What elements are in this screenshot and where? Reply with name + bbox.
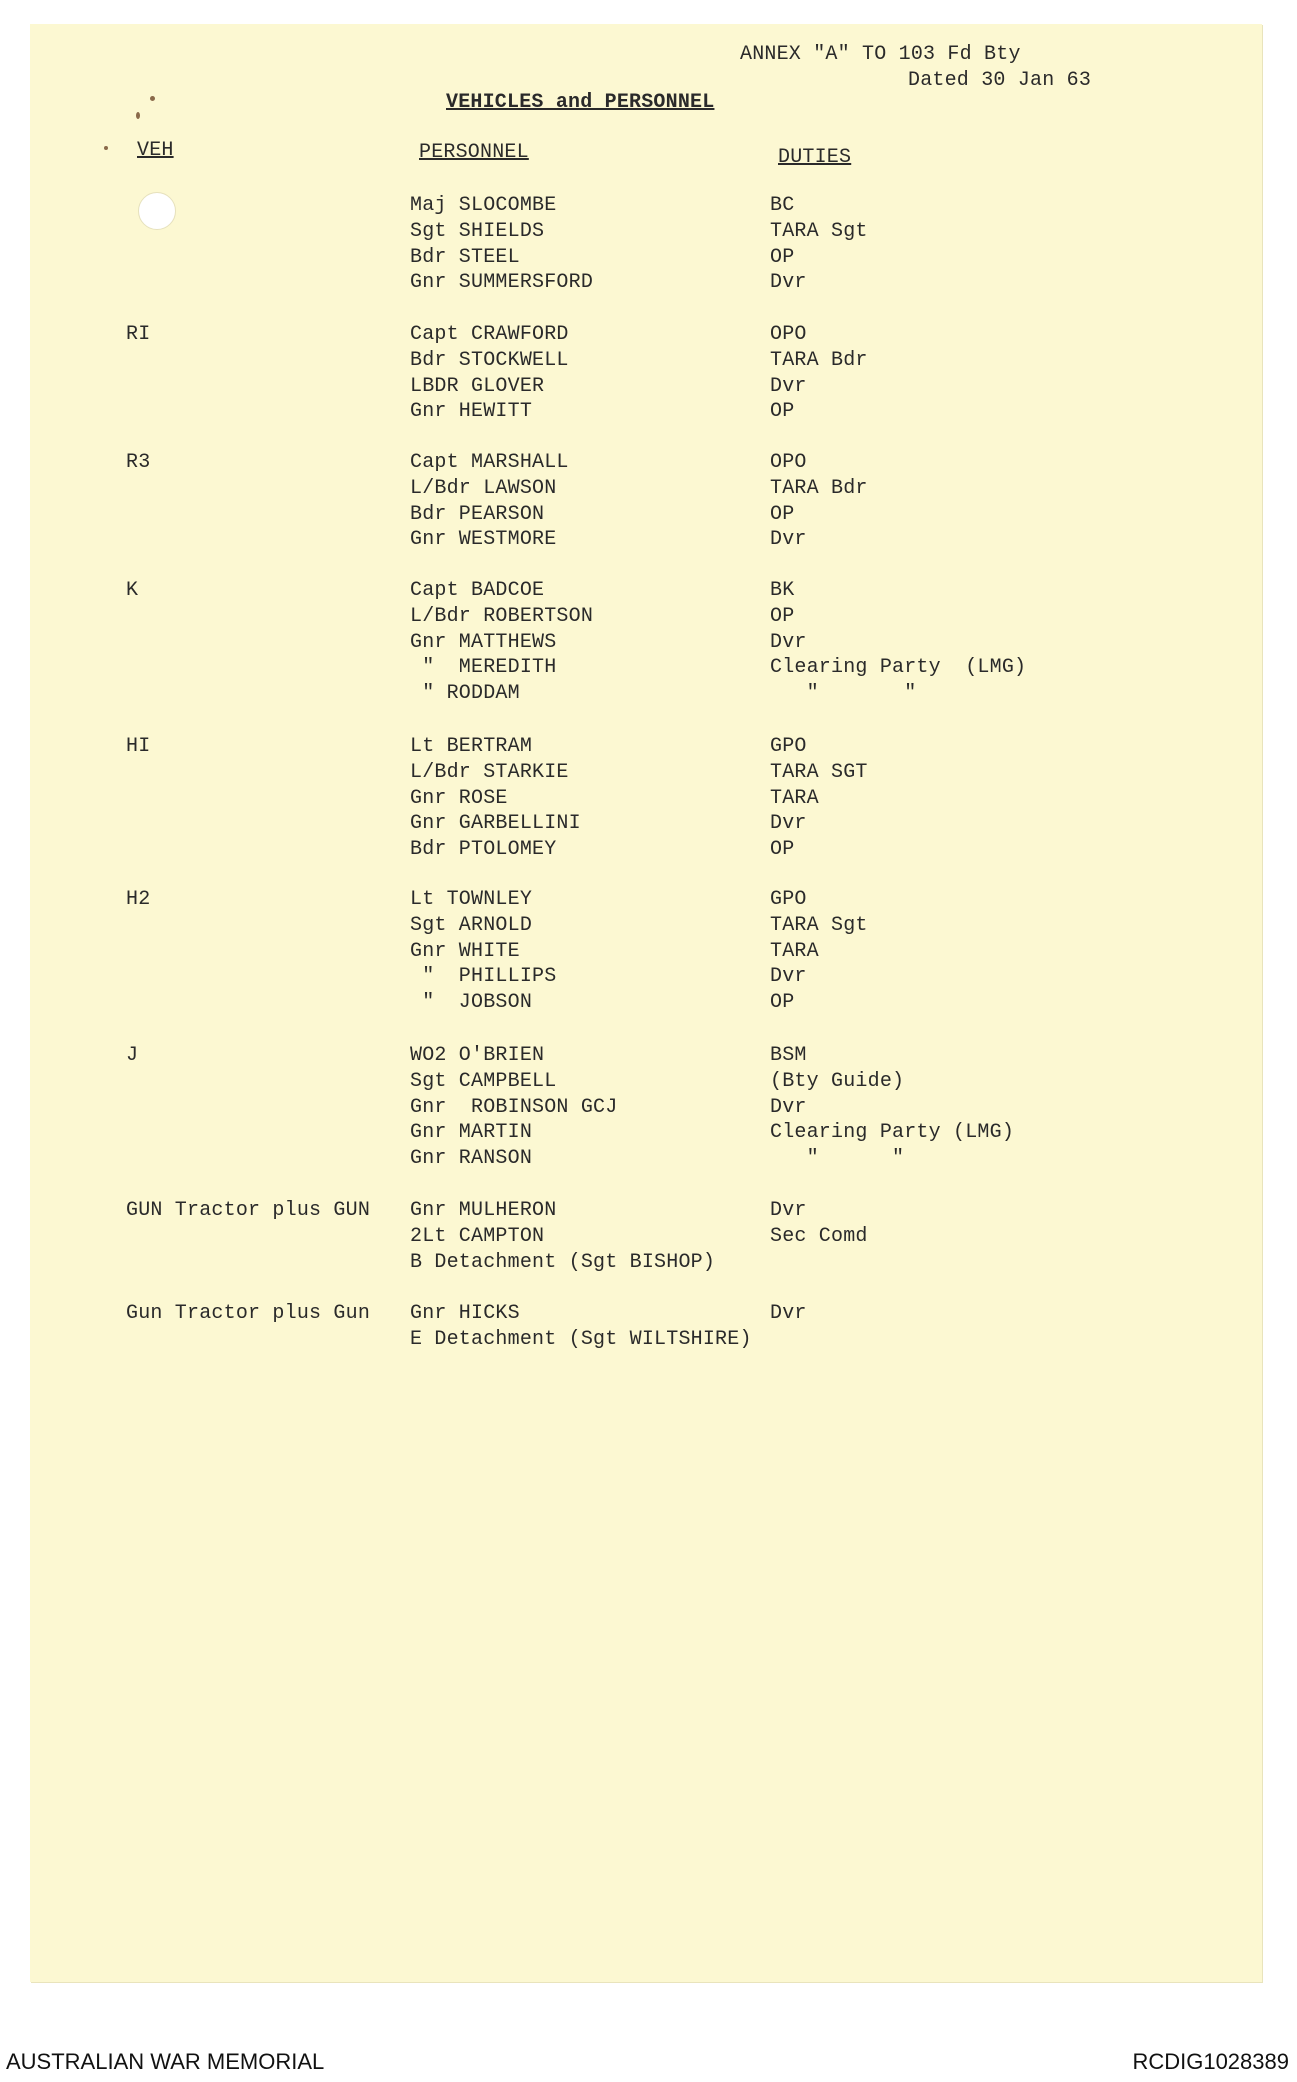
- personnel-entry: Gnr MARTIN: [410, 1121, 533, 1145]
- duty-entry: OP: [770, 838, 795, 862]
- vehicle-id: GUN Tractor plus GUN: [126, 1199, 371, 1222]
- personnel-list: [410, 734, 581, 863]
- personnel-entry: Bdr STEEL: [410, 245, 520, 269]
- duty-entry: BSM: [770, 1044, 807, 1067]
- duties-list: [770, 1198, 868, 1275]
- personnel-entry: Gnr ROSE: [410, 786, 508, 810]
- personnel-entry: Bdr PTOLOMEY: [410, 838, 557, 862]
- annex-line: ANNEX "A" TO 103 Fd Bty: [740, 43, 1021, 66]
- duty-entry: OP: [770, 245, 795, 269]
- column-header-veh: VEH: [137, 139, 174, 162]
- personnel-list: [410, 1301, 752, 1353]
- personnel-entry: WO2 O'BRIEN: [410, 1044, 545, 1067]
- duty-entry: Dvr: [770, 1302, 807, 1325]
- personnel-entry: Lt TOWNLEY: [410, 888, 533, 911]
- vehicle-id: RI: [126, 323, 151, 346]
- duty-entry: (Bty Guide): [770, 1069, 905, 1093]
- duty-entry: Dvr: [770, 1095, 807, 1119]
- duty-entry: TARA Sgt: [770, 219, 868, 243]
- personnel-list: [410, 1043, 617, 1172]
- personnel-entry: Gnr HEWITT: [410, 400, 533, 424]
- vehicle-id: Gun Tractor plus Gun: [126, 1302, 371, 1325]
- document-title: VEHICLES and PERSONNEL: [446, 91, 715, 114]
- personnel-entry: " JOBSON: [410, 991, 533, 1015]
- paper-speck: [104, 146, 108, 150]
- duties-list: [770, 450, 868, 553]
- duty-entry: OP: [770, 604, 795, 628]
- duties-list: [770, 887, 868, 1016]
- personnel-entry: LBDR GLOVER: [410, 374, 545, 398]
- personnel-entry: L/Bdr ROBERTSON: [410, 604, 594, 628]
- duty-entry: BC: [770, 194, 795, 217]
- personnel-list: [410, 322, 569, 425]
- duty-entry: TARA: [770, 786, 819, 810]
- personnel-entry: Gnr MULHERON: [410, 1199, 557, 1222]
- duties-list: [770, 578, 1026, 707]
- duty-entry: OPO: [770, 451, 807, 474]
- duty-entry: Clearing Party (LMG): [770, 656, 1027, 680]
- personnel-list: [410, 887, 556, 1016]
- personnel-entry: Bdr STOCKWELL: [410, 348, 569, 372]
- duty-entry: TARA Bdr: [770, 348, 868, 372]
- duty-entry: OP: [770, 400, 795, 424]
- duty-entry: GPO: [770, 735, 807, 758]
- duty-entry: TARA: [770, 939, 819, 963]
- duty-entry: BK: [770, 579, 795, 602]
- duty-entry: Clearing Party (LMG): [770, 1121, 1015, 1145]
- duty-entry: Dvr: [770, 812, 807, 836]
- duty-entry: Dvr: [770, 630, 807, 654]
- personnel-entry: Gnr RANSON: [410, 1147, 533, 1171]
- duty-entry: OP: [770, 991, 795, 1015]
- personnel-list: [410, 578, 593, 707]
- duty-entry: Dvr: [770, 528, 807, 552]
- personnel-entry: Sgt SHIELDS: [410, 219, 545, 243]
- personnel-entry: Gnr SUMMERSFORD: [410, 271, 594, 295]
- personnel-entry: Bdr PEARSON: [410, 502, 545, 526]
- duty-entry: GPO: [770, 888, 807, 911]
- personnel-entry: Capt CRAWFORD: [410, 323, 569, 346]
- vehicle-id: R3: [126, 451, 151, 474]
- vehicle-id: H2: [126, 888, 151, 911]
- duty-entry: Dvr: [770, 271, 807, 295]
- duties-list: [770, 322, 868, 425]
- personnel-entry: L/Bdr STARKIE: [410, 760, 569, 784]
- duty-entry: TARA SGT: [770, 760, 868, 784]
- personnel-entry: 2Lt CAMPTON: [410, 1224, 545, 1248]
- column-header-personnel: PERSONNEL: [419, 141, 529, 164]
- document-page: [30, 24, 1262, 1982]
- personnel-entry: Gnr MATTHEWS: [410, 630, 557, 654]
- personnel-entry: " RODDAM: [410, 682, 520, 706]
- duty-entry: [770, 1250, 868, 1276]
- duties-list: [770, 734, 868, 863]
- duty-entry: OPO: [770, 323, 807, 346]
- personnel-entry: E Detachment (Sgt WILTSHIRE): [410, 1327, 752, 1351]
- personnel-list: [410, 1198, 715, 1275]
- duty-entry: OP: [770, 502, 795, 526]
- personnel-entry: Maj SLOCOMBE: [410, 194, 557, 217]
- personnel-entry: " MEREDITH: [410, 656, 557, 680]
- duty-entry: [770, 1327, 807, 1353]
- personnel-entry: Lt BERTRAM: [410, 735, 533, 758]
- personnel-entry: Gnr GARBELLINI: [410, 812, 581, 836]
- vehicle-id: HI: [126, 735, 151, 758]
- duty-entry: " ": [770, 1147, 905, 1171]
- vehicle-id: K: [126, 579, 139, 602]
- personnel-list: [410, 193, 593, 296]
- personnel-entry: L/Bdr LAWSON: [410, 476, 557, 500]
- duties-list: [770, 1043, 1014, 1172]
- duties-list: [770, 1301, 807, 1353]
- footer-source: AUSTRALIAN WAR MEMORIAL: [6, 2049, 325, 2074]
- personnel-entry: Gnr ROBINSON GCJ: [410, 1095, 618, 1119]
- personnel-entry: Gnr HICKS: [410, 1302, 520, 1325]
- paper-speck: [150, 96, 155, 101]
- duties-list: [770, 193, 868, 296]
- vehicle-id: J: [126, 1044, 139, 1067]
- paper-speck: [136, 112, 140, 119]
- duty-entry: Dvr: [770, 374, 807, 398]
- personnel-entry: Capt MARSHALL: [410, 451, 569, 474]
- personnel-list: [410, 450, 569, 553]
- duty-entry: TARA Bdr: [770, 476, 868, 500]
- personnel-entry: Sgt ARNOLD: [410, 913, 533, 937]
- personnel-entry: " PHILLIPS: [410, 965, 557, 989]
- personnel-entry: Gnr WHITE: [410, 939, 520, 963]
- personnel-entry: Sgt CAMPBELL: [410, 1069, 557, 1093]
- personnel-entry: B Detachment (Sgt BISHOP): [410, 1250, 716, 1274]
- duty-entry: Dvr: [770, 965, 807, 989]
- dated-line: Dated 30 Jan 63: [908, 69, 1092, 92]
- punch-hole: [138, 192, 176, 230]
- personnel-entry: Capt BADCOE: [410, 579, 545, 602]
- personnel-entry: Gnr WESTMORE: [410, 528, 557, 552]
- column-header-duties: DUTIES: [778, 146, 852, 169]
- duty-entry: TARA Sgt: [770, 913, 868, 937]
- duty-entry: Sec Comd: [770, 1224, 868, 1248]
- duty-entry: Dvr: [770, 1199, 807, 1222]
- duty-entry: " ": [770, 682, 917, 706]
- footer-id: RCDIG1028389: [1132, 2049, 1289, 2074]
